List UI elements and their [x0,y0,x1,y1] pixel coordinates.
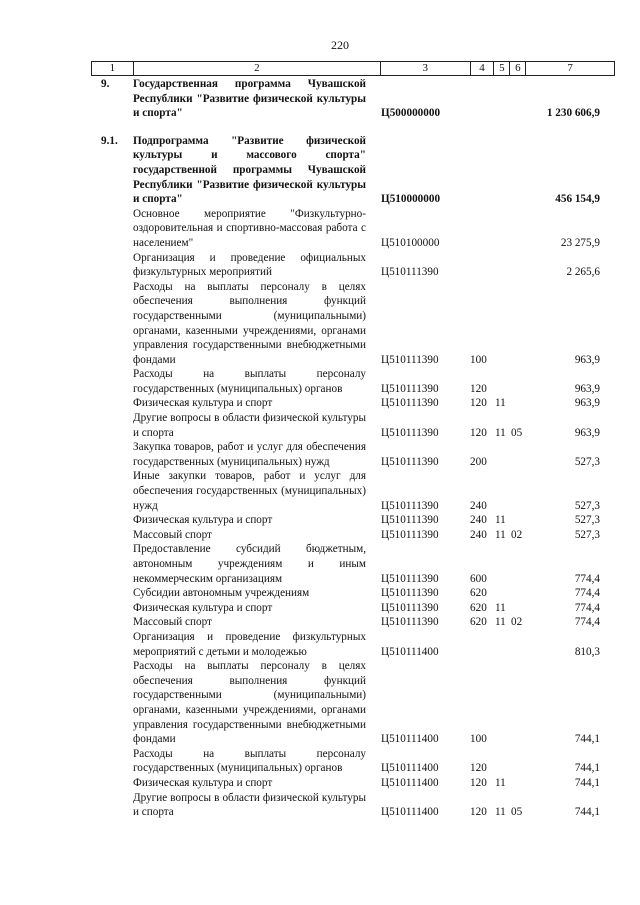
row-subsection: 02 [511,528,523,541]
row-target-code: Ц510111390 [381,382,439,395]
row-target-code: Ц510111390 [381,514,439,527]
table-row [91,411,615,440]
row-target-code: Ц510111390 [381,616,439,629]
row-name: Другие вопросы в области физической культуры и спорта [133,791,366,819]
row-expense-type: 120 [470,806,487,819]
row-amount: 2 265,6 [566,266,600,279]
row-number: 9. [101,78,110,90]
row-amount: 527,3 [574,528,600,541]
table-row [91,251,615,280]
row-amount: 963,9 [574,397,600,410]
row-amount: 23 275,9 [560,236,600,249]
row-amount: 744,1 [574,806,600,819]
table-row [91,747,615,776]
row-amount: 774,4 [574,587,600,600]
row-target-code: Ц510111400 [381,733,439,746]
row-section: 11 [495,528,506,541]
page-number: 220 [331,38,349,52]
row-name: Массовый спорт [133,616,212,629]
table-row [91,791,615,820]
header-col-6: 6 [510,62,526,75]
row-expense-type: 120 [470,776,487,789]
row-amount: 456 154,9 [555,193,600,206]
row-name: Организация и проведение физкультурных мероприятий с детьми и молодежью [133,630,366,658]
row-expense-type: 240 [470,499,487,512]
row-target-code: Ц510111390 [381,426,439,439]
row-target-code: Ц510111390 [381,601,439,614]
header-col-4: 4 [471,62,495,75]
row-amount: 744,1 [574,776,600,789]
table-row [91,77,615,121]
row-name: Подпрограмма "Развитие физической культуры и массового спорта" государственной программы Чувашской Республики "Развитие физической культуры и спорта" [133,134,366,206]
row-target-code: Ц510111390 [381,455,439,468]
row-target-code: Ц510100000 [381,236,440,249]
row-amount: 744,1 [574,762,600,775]
row-name: Иные закупки товаров, работ и услуг для обеспечения государственных (муниципальных) нужд [133,470,366,512]
row-name: Расходы на выплаты персоналу в целях обеспечения выполнения функций государственными (муниципальными) органами, казенными учреждениями, органами управления государственными внебюджетными фондами [133,660,366,746]
row-amount: 774,4 [574,572,600,585]
row-expense-type: 100 [470,353,487,366]
row-target-code: Ц510111400 [381,762,439,775]
table-row [91,280,615,368]
table-row [91,601,615,616]
row-expense-type: 100 [470,733,487,746]
table-row [91,776,615,791]
header-col-3: 3 [381,62,471,75]
row-section: 11 [495,601,506,614]
table-row [91,469,615,513]
table-row [91,528,615,543]
row-name: Физическая культура и спорт [133,776,273,789]
row-name: Субсидии автономным учреждениям [133,587,310,600]
row-expense-type: 600 [470,572,487,585]
row-name: Физическая культура и спорт [133,397,273,410]
row-name: Закупка товаров, работ и услуг для обеспечения государственных (муниципальных) нужд [133,441,366,468]
table-row [91,630,615,659]
header-col-7: 7 [567,62,573,74]
row-expense-type: 120 [470,397,487,410]
row-amount: 810,3 [574,645,600,658]
row-amount: 527,3 [574,514,600,527]
table-row [91,513,615,528]
row-section: 11 [495,616,506,629]
row-name: Предоставление субсидий бюджетным, автономным учреждениям и иным некоммерческим организациям [133,543,366,585]
row-expense-type: 620 [470,601,487,614]
header-col-5: 5 [494,62,510,75]
row-target-code: Ц510111390 [381,499,439,512]
row-expense-type: 120 [470,762,487,775]
row-target-code: Ц510111400 [381,806,439,819]
row-name: Физическая культура и спорт [133,601,273,614]
row-expense-type: 120 [470,426,487,439]
row-target-code: Ц510111400 [381,645,439,658]
row-amount: 1 230 606,9 [546,107,600,120]
row-name: Физическая культура и спорт [133,514,273,527]
row-expense-type: 620 [470,616,487,629]
row-name: Государственная программа Чувашской Республики "Развитие физической культуры и спорта" [133,78,366,120]
row-number: 9.1. [101,134,118,147]
table-row [91,586,615,601]
row-subsection: 05 [511,426,523,439]
table-header [91,61,615,76]
row-expense-type: 240 [470,528,487,541]
row-amount: 527,3 [574,455,600,468]
row-amount: 963,9 [574,426,600,439]
row-section: 11 [495,426,506,439]
row-target-code: Ц510111390 [381,397,439,410]
row-name: Расходы на выплаты персоналу в целях обеспечения выполнения функций государственными (муниципальными) органами, казенными учреждениями, органами управления государственными внебюджетными фондами [133,280,366,366]
row-name: Основное мероприятие "Физкультурно-оздоровительная и спортивно-массовая работа с населением" [133,207,366,249]
row-expense-type: 620 [470,587,487,600]
row-name: Расходы на выплаты персоналу государственных (муниципальных) органов [133,747,366,775]
row-target-code: Ц510111390 [381,572,439,585]
row-name: Расходы на выплаты персоналу государственных (муниципальных) органов [133,368,366,395]
row-name: Массовый спорт [133,528,212,541]
row-amount: 963,9 [574,353,600,366]
table-row [91,659,615,747]
row-section: 11 [495,776,506,789]
row-amount: 963,9 [574,382,600,395]
row-target-code: Ц500000000 [381,107,441,120]
table-row [91,615,615,630]
row-amount: 774,4 [574,601,600,614]
row-section: 11 [495,806,506,819]
row-name: Другие вопросы в области физической культуры и спорта [133,412,366,439]
table-row [91,440,615,469]
header-col-1: 1 [92,62,134,75]
row-subsection: 02 [511,616,523,629]
table-row [91,207,615,251]
table-body [91,77,615,820]
table-row [91,396,615,411]
table-row [91,134,615,207]
table-row [91,542,615,586]
row-target-code: Ц510111390 [381,587,439,600]
row-section: 11 [495,514,506,527]
row-spacer [91,121,615,134]
row-expense-type: 240 [470,514,487,527]
table-row [91,367,615,396]
row-subsection: 05 [511,806,523,819]
row-target-code: Ц510111400 [381,776,439,789]
row-expense-type: 120 [470,382,487,395]
row-amount: 744,1 [574,733,600,746]
row-target-code: Ц510000000 [381,193,441,206]
row-target-code: Ц510111390 [381,266,439,279]
row-name: Организация и проведение официальных физкультурных мероприятий [133,251,366,279]
header-col-2: 2 [134,62,381,75]
row-expense-type: 200 [470,455,487,468]
row-target-code: Ц510111390 [381,353,439,366]
row-section: 11 [495,397,506,410]
row-amount: 774,4 [574,616,600,629]
row-amount: 527,3 [574,499,600,512]
row-target-code: Ц510111390 [381,528,439,541]
